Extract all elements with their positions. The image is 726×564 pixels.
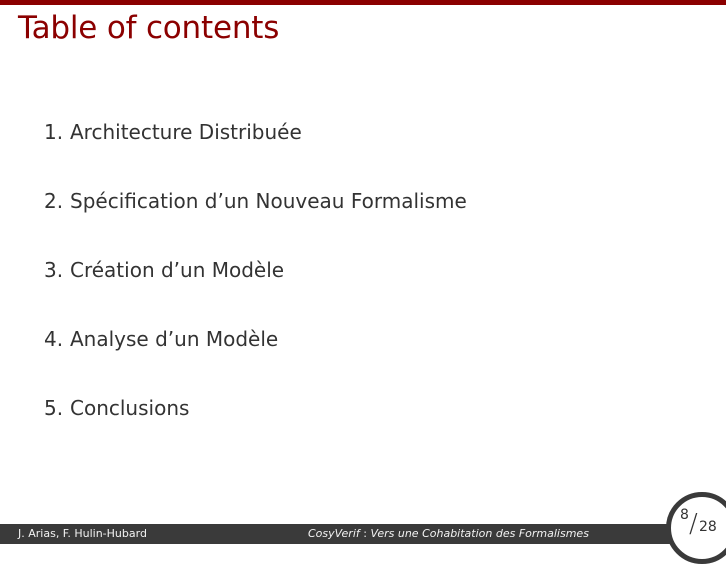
footer-talk-name: CosyVerif [308, 527, 360, 540]
page-current-number: 8 [680, 507, 689, 523]
footer-talk-title [308, 524, 589, 544]
toc-item-label: Spécification d’un Nouveau Formalisme [70, 189, 467, 213]
toc-item-2[interactable] [44, 184, 467, 253]
toc-item-number: 3. [44, 258, 64, 282]
toc-item-label: Analyse d’un Modèle [70, 327, 279, 351]
slide-footer [0, 524, 726, 544]
toc-item-5[interactable] [44, 391, 467, 460]
toc-item-label: Création d’un Modèle [70, 258, 285, 282]
toc-item-label: Architecture Distribuée [70, 120, 302, 144]
toc-item-3[interactable] [44, 253, 467, 322]
toc-item-label: Conclusions [70, 396, 190, 420]
toc-item-number: 1. [44, 120, 64, 144]
page-number-slash: / [689, 509, 698, 539]
footer-authors: J. Arias, F. Hulin-Hubard [18, 527, 147, 540]
footer-talk-subtitle: Vers une Cohabitation des Formalismes [370, 527, 589, 540]
table-of-contents-list [44, 115, 467, 460]
toc-item-number: 5. [44, 396, 64, 420]
footer-title-separator: : [359, 527, 371, 540]
top-accent-bar [0, 0, 726, 5]
toc-item-number: 4. [44, 327, 64, 351]
slide-title: Table of contents [18, 10, 280, 46]
toc-item-number: 2. [44, 189, 64, 213]
toc-item-1[interactable] [44, 115, 467, 184]
toc-item-4[interactable] [44, 322, 467, 391]
page-total-number: 28 [699, 519, 717, 535]
